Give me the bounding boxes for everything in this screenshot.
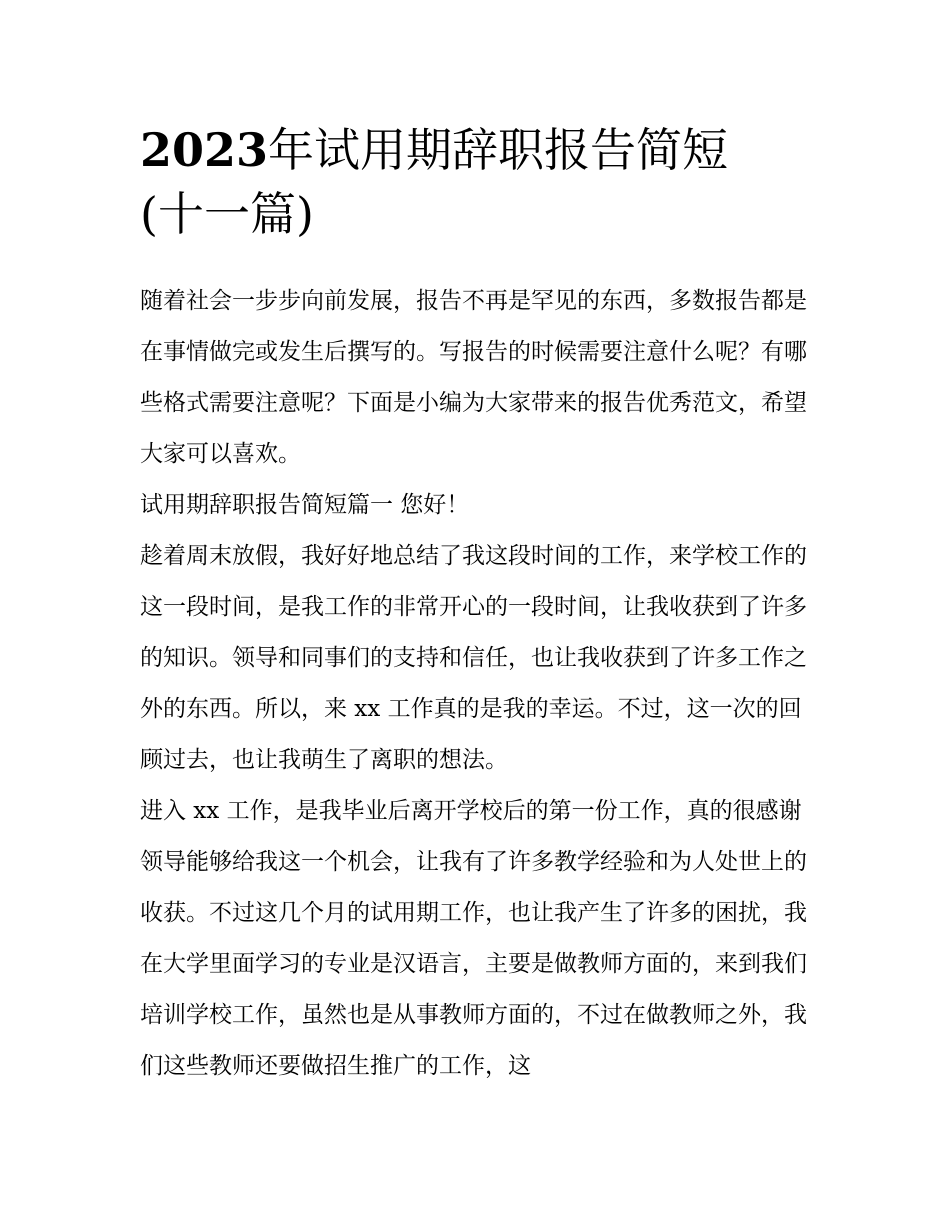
section-heading: 试用期辞职报告简短篇一 您好！ — [140, 492, 470, 518]
document-title — [140, 118, 820, 246]
body-paragraph: 趁着周末放假，我好好地总结了我这段时间的工作，来学校工作的这一段时间，是我工作的非常开心的一段时间，让我收获到了许多的知识。领导和同事们的支持和信任，也让我收获到了许多工作之外的东西。所以，来 xx 工作真的是我的幸运。不过，这一次的回顾过去，也让我萌生了离职的想法。 — [140, 543, 807, 773]
intro-paragraph: 随着社会一步步向前发展，报告不再是罕见的东西，多数报告都是在事情做完或发生后撰写的。写报告的时候需要注意什么呢？有哪些格式需要注意呢？下面是小编为大家带来的报告优秀范文，希望大家可以喜欢。 — [140, 288, 807, 467]
title-line2-text: (十一篇) — [140, 187, 314, 241]
title-year: 2023 — [140, 123, 269, 177]
title-line1-text: 年试用期辞职报告简短 — [268, 123, 729, 177]
body-paragraph: 进入 xx 工作，是我毕业后离开学校后的第一份工作，真的很感谢领导能够给我这一个机会，让我有了许多教学经验和为人处世上的收获。不过这几个月的试用期工作，也让我产生了许多的困扰，我在大学里面学习的专业是汉语言，主要是做教师方面的，来到我们培训学校工作，虽然也是从事教师方面的，不过在做教师之外，我们这些教师还要做招生推广的工作，这 — [140, 798, 807, 1079]
